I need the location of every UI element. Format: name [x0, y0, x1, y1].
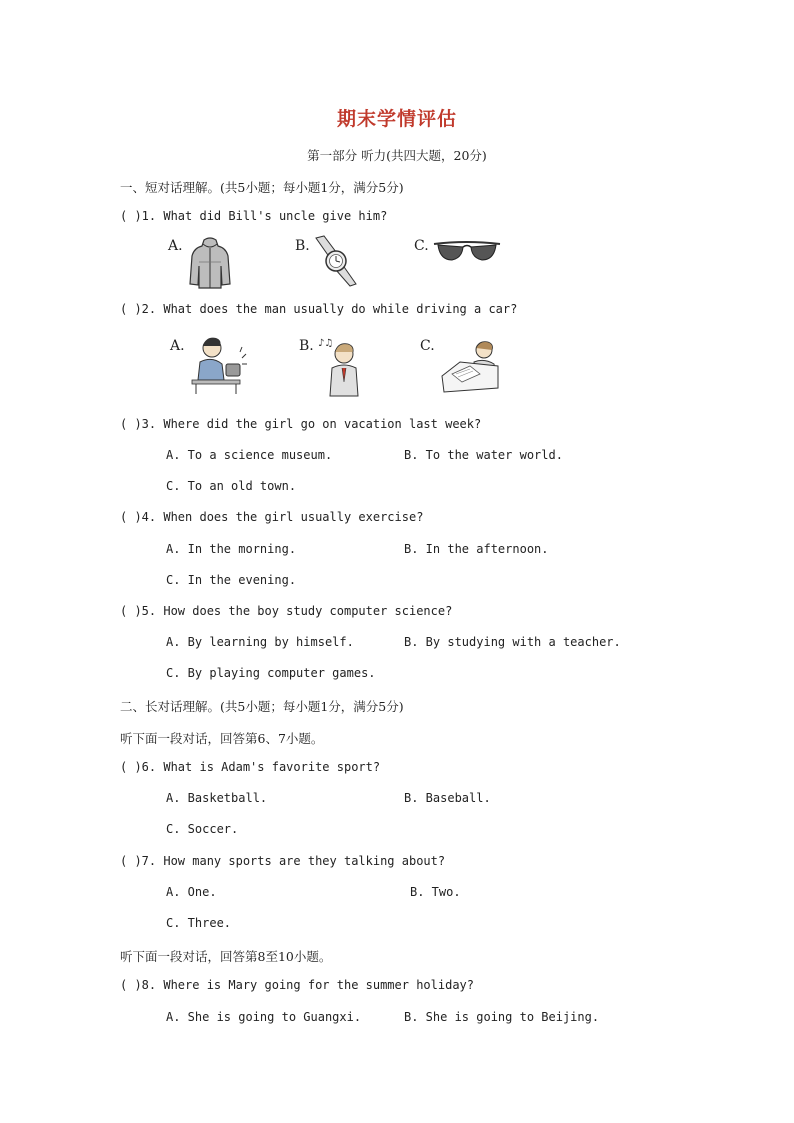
q3-option-b: B. To the water world.: [404, 448, 563, 462]
question-2: ( )2. What does the man usually do while driving a car?: [120, 302, 518, 316]
q5-option-a: A. By learning by himself.: [166, 635, 354, 649]
man-writing-icon: [440, 336, 502, 396]
q4-option-c: C. In the evening.: [166, 573, 297, 587]
q3-option-c: C. To an old town.: [166, 479, 297, 493]
section1-heading: 一、短对话理解。(共5小题；每小题1分，满分5分): [120, 180, 404, 195]
question-1: ( )1. What did Bill's uncle give him?: [120, 209, 388, 223]
q4-option-b: B. In the afternoon.: [404, 542, 549, 556]
q1-option-b-label: B.: [295, 238, 310, 254]
q2-option-b-label: B.: [299, 338, 314, 354]
q2-option-a-label: A.: [170, 338, 185, 354]
q6-option-b: B. Baseball.: [404, 791, 491, 805]
jacket-icon: [188, 236, 232, 290]
question-6: ( )6. What is Adam's favorite sport?: [120, 760, 381, 774]
q7-option-b: B. Two.: [410, 885, 461, 899]
q1-option-c-label: C.: [414, 238, 429, 254]
q4-option-a: A. In the morning.: [166, 542, 297, 556]
q2-option-c-label: C.: [420, 338, 435, 354]
q3-option-a: A. To a science museum.: [166, 448, 333, 462]
section2-heading: 二、长对话理解。(共5小题；每小题1分，满分5分): [120, 699, 404, 714]
q1-option-a-label: A.: [168, 238, 183, 254]
q6-option-c: C. Soccer.: [166, 822, 239, 836]
q6-option-a: A. Basketball.: [166, 791, 268, 805]
man-with-radio-icon: [190, 334, 248, 396]
question-5: ( )5. How does the boy study computer science?: [120, 604, 453, 618]
watch-icon: [310, 234, 362, 288]
question-3: ( )3. Where did the girl go on vacation last week?: [120, 417, 482, 431]
q7-option-a: A. One.: [166, 885, 217, 899]
section2-intro-1: 听下面一段对话，回答第6、7小题。: [120, 731, 324, 746]
q5-option-b: B. By studying with a teacher.: [404, 635, 621, 649]
q5-option-c: C. By playing computer games.: [166, 666, 376, 680]
svg-text:♪♫: ♪♫: [318, 338, 334, 349]
q8-option-b: B. She is going to Beijing.: [404, 1010, 600, 1024]
q7-option-c: C. Three.: [166, 916, 232, 930]
section2-intro-2: 听下面一段对话，回答第8至10小题。: [120, 949, 332, 964]
question-8: ( )8. Where is Mary going for the summer holiday?: [120, 978, 475, 992]
question-4: ( )4. When does the girl usually exercise?: [120, 510, 424, 524]
man-listening-music-icon: [316, 334, 366, 398]
sunglasses-icon: [432, 238, 502, 268]
page-title: 期末学情评估: [336, 108, 457, 130]
question-7: ( )7. How many sports are they talking about?: [120, 854, 446, 868]
q8-option-a: A. She is going to Guangxi.: [166, 1010, 362, 1024]
part-subtitle: 第一部分 听力(共四大题，20分): [307, 148, 487, 163]
